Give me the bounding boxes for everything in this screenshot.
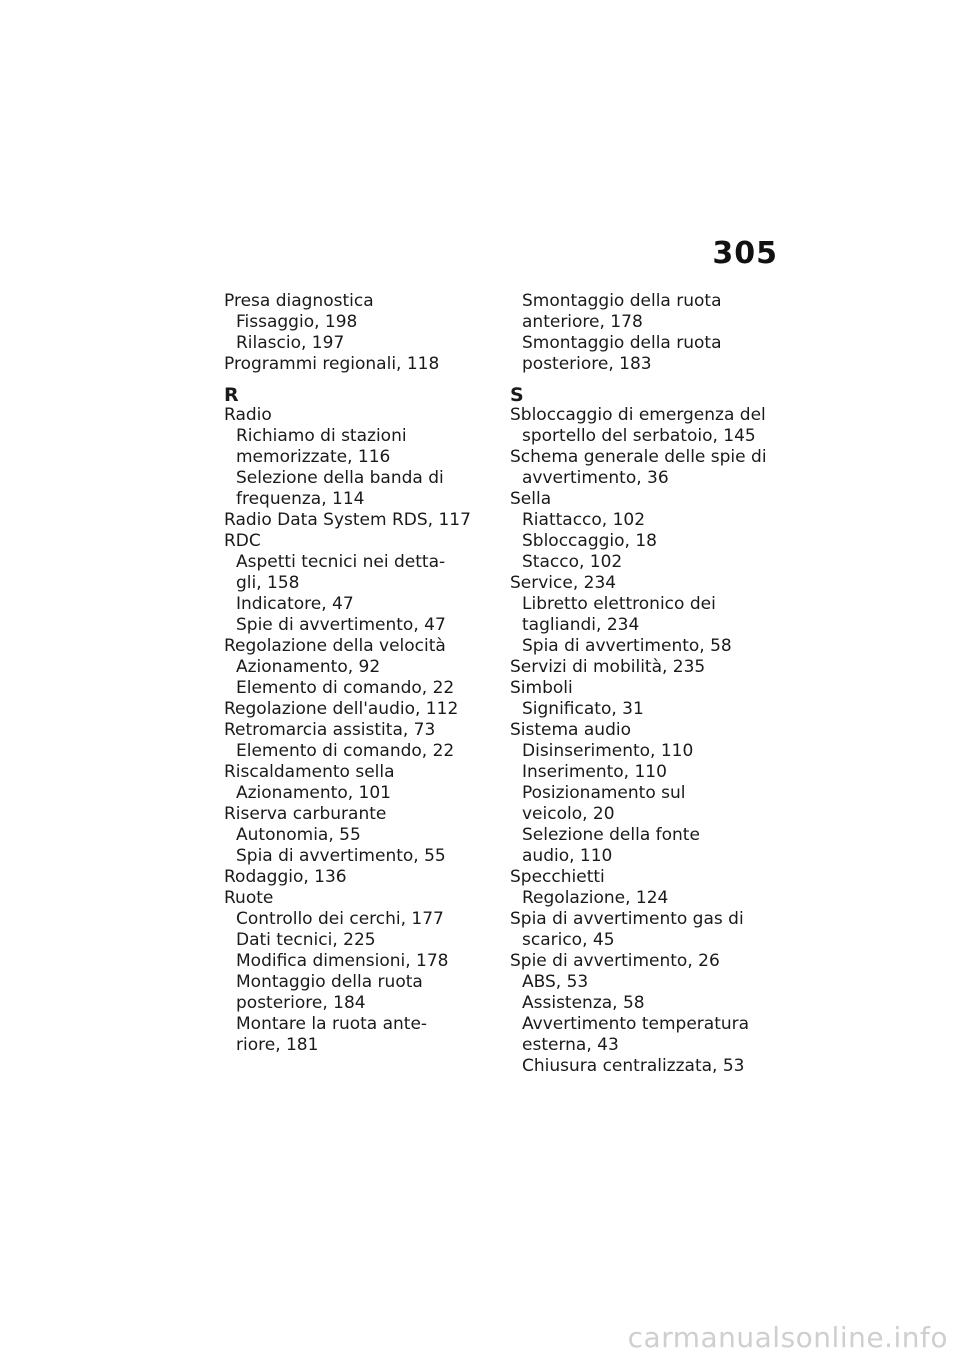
index-subentry: Smontaggio della ruota xyxy=(522,291,722,311)
index-subentry: memorizzate, 116 xyxy=(236,447,391,467)
index-subentry: Autonomia, 55 xyxy=(236,825,361,845)
index-subentry: Fissaggio, 198 xyxy=(236,312,358,332)
index-subentry: Disinserimento, 110 xyxy=(522,741,694,761)
index-subentry: Spie di avvertimento, 47 xyxy=(236,615,446,635)
index-entry-head: Presa diagnostica xyxy=(224,291,374,311)
index-subentry: Posizionamento sul xyxy=(522,783,686,803)
index-entry xyxy=(224,720,484,762)
index-entry xyxy=(510,447,770,489)
index-subentry: Aspetti tecnici nei detta- xyxy=(236,552,446,572)
index-column-left xyxy=(224,291,484,1056)
index-entry xyxy=(510,678,770,720)
index-subentry: anteriore, 178 xyxy=(522,312,643,332)
index-subentry: Richiamo di stazioni xyxy=(236,426,407,446)
index-subentry: ABS, 53 xyxy=(522,972,589,992)
index-subentry: Indicatore, 47 xyxy=(236,594,354,614)
index-entry-head: Sella xyxy=(510,489,552,509)
index-entry xyxy=(224,699,484,720)
index-subentry: Chiusura centralizzata, 53 xyxy=(522,1056,745,1076)
index-entry xyxy=(510,657,770,678)
index-entry xyxy=(224,354,484,375)
index-entry-head: Rodaggio, 136 xyxy=(224,867,347,887)
index-entry xyxy=(224,888,484,1056)
index-entry-head: Ruote xyxy=(224,888,274,908)
index-subentry: Montare la ruota ante- xyxy=(236,1014,428,1034)
index-entry xyxy=(510,573,770,657)
index-subentry: Riattacco, 102 xyxy=(522,510,646,530)
index-subentry: Spia di avvertimento, 55 xyxy=(236,846,446,866)
index-entry-head: Service, 234 xyxy=(510,573,617,593)
index-column-right xyxy=(510,291,770,1077)
index-entry xyxy=(224,867,484,888)
index-subentry: posteriore, 184 xyxy=(236,993,366,1013)
index-subentry: Montaggio della ruota xyxy=(236,972,423,992)
index-entry-head: Specchietti xyxy=(510,867,605,887)
index-entry-head: Riserva carburante xyxy=(224,804,387,824)
index-entry-head: Servizi di mobilità, 235 xyxy=(510,657,706,677)
index-entry-head: Programmi regionali, 118 xyxy=(224,354,440,374)
index-subentry: posteriore, 183 xyxy=(522,354,652,374)
index-subentry: sportello del serbatoio, 145 xyxy=(522,426,756,446)
watermark: carmanualsonline.info xyxy=(627,1321,948,1354)
index-subentry: Stacco, 102 xyxy=(522,552,623,572)
index-entry-head: Regolazione della velocità xyxy=(224,636,446,656)
index-subentry: Inserimento, 110 xyxy=(522,762,667,782)
index-entry-head: RDC xyxy=(224,531,261,551)
index-entry xyxy=(224,510,484,531)
index-subentry: Dati tecnici, 225 xyxy=(236,930,376,950)
index-entry xyxy=(510,489,770,573)
index-subentry: Elemento di comando, 22 xyxy=(236,678,455,698)
index-entry xyxy=(510,405,770,447)
index-entry xyxy=(510,867,770,909)
index-entry-head: Simboli xyxy=(510,678,573,698)
index-entry-head: Radio xyxy=(224,405,272,425)
index-entry xyxy=(510,951,770,1077)
index-subentry: veicolo, 20 xyxy=(522,804,615,824)
index-subentry: Significato, 31 xyxy=(522,699,644,719)
index-entry-head: Schema generale delle spie di xyxy=(510,447,767,467)
page-number: 305 xyxy=(712,236,778,271)
index-entry xyxy=(224,531,484,636)
index-entry-head: Spia di avvertimento gas di xyxy=(510,909,744,929)
index-entry-head: Riscaldamento sella xyxy=(224,762,395,782)
index-subentry: Smontaggio della ruota xyxy=(522,333,722,353)
index-subentry: Spia di avvertimento, 58 xyxy=(522,636,732,656)
index-subentry: Selezione della fonte xyxy=(522,825,700,845)
index-entry-head: Retromarcia assistita, 73 xyxy=(224,720,436,740)
index-subentry: Selezione della banda di xyxy=(236,468,444,488)
index-letter: R xyxy=(224,384,239,406)
index-subentry: scarico, 45 xyxy=(522,930,615,950)
index-subentry: avvertimento, 36 xyxy=(522,468,669,488)
index-subentry: Elemento di comando, 22 xyxy=(236,741,455,761)
index-subentry: riore, 181 xyxy=(236,1035,319,1055)
index-entry xyxy=(510,909,770,951)
index-subentry: gli, 158 xyxy=(236,573,300,593)
index-entry-head: Sbloccaggio di emergenza del xyxy=(510,405,766,425)
index-subentry: audio, 110 xyxy=(522,846,613,866)
index-subentry: Avvertimento temperatura xyxy=(522,1014,750,1034)
index-entry-head: Regolazione dell'audio, 112 xyxy=(224,699,459,719)
index-subentry: Sbloccaggio, 18 xyxy=(522,531,657,551)
index-subentry: Controllo dei cerchi, 177 xyxy=(236,909,444,929)
index-letter: S xyxy=(510,384,524,406)
index-subentry: Libretto elettronico dei xyxy=(522,594,716,614)
index-subentry: Assistenza, 58 xyxy=(522,993,645,1013)
index-entry xyxy=(224,405,484,510)
index-entry xyxy=(224,804,484,867)
index-subentry: frequenza, 114 xyxy=(236,489,365,509)
index-entry xyxy=(224,291,484,354)
index-entry xyxy=(224,636,484,699)
index-subentry: tagliandi, 234 xyxy=(522,615,640,635)
index-entry xyxy=(510,291,770,375)
index-subentry: Azionamento, 101 xyxy=(236,783,391,803)
index-subentry: Azionamento, 92 xyxy=(236,657,381,677)
index-subentry: Rilascio, 197 xyxy=(236,333,345,353)
index-subentry: Regolazione, 124 xyxy=(522,888,669,908)
index-subentry: Modifica dimensioni, 178 xyxy=(236,951,449,971)
index-entry xyxy=(224,762,484,804)
index-entry-head: Spie di avvertimento, 26 xyxy=(510,951,720,971)
index-entry-head: Radio Data System RDS, 117 xyxy=(224,510,471,530)
index-entry-head: Sistema audio xyxy=(510,720,631,740)
index-subentry: esterna, 43 xyxy=(522,1035,619,1055)
index-entry xyxy=(510,720,770,867)
